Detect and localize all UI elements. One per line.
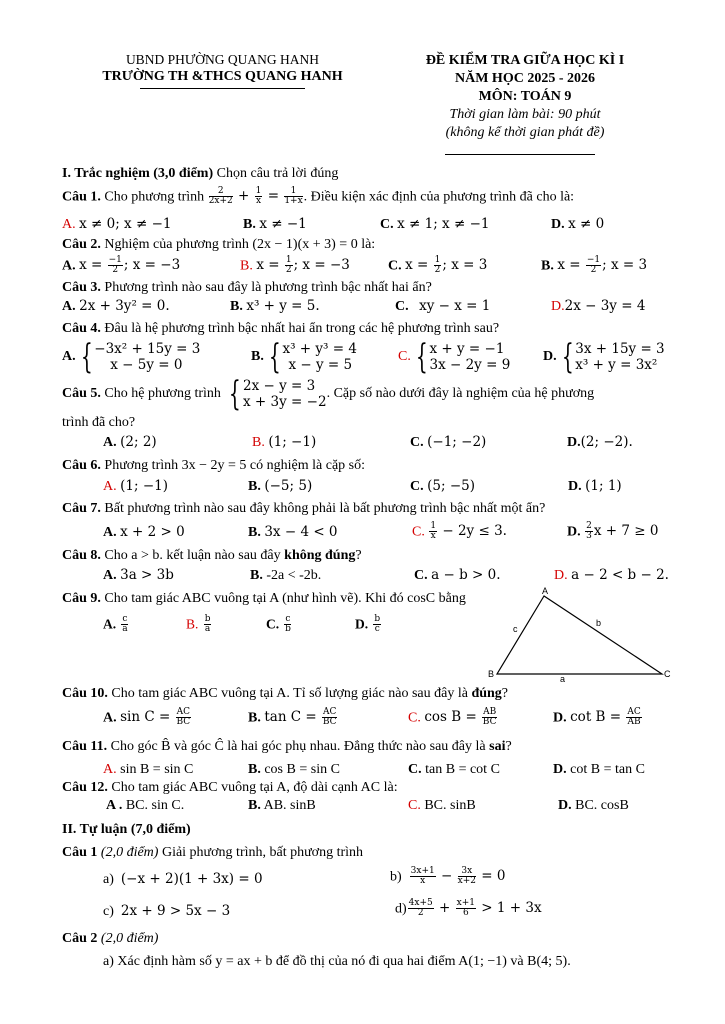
q7-option-d[interactable]: D. $\frac{2}{3}$ x + 7 ≥ 0 — [567, 521, 659, 542]
essay-1a: a) (−x + 2)(1 + 3x) = 0 — [103, 871, 263, 887]
school-year: NĂM HỌC 2025 - 2026 — [455, 71, 595, 86]
side-c-label: c — [513, 624, 518, 634]
question-11: Câu 11. Cho góc B̂ và góc Ĉ là hai góc phụ nhau. Đẳng thức nào sau đây là sai? — [62, 739, 512, 754]
q11-option-d[interactable]: D. cot B = tan C — [553, 762, 645, 777]
q4-option-c[interactable]: C. { x + y = −1 3x − 2y = 9 — [398, 337, 511, 377]
q3-option-b[interactable]: B. x³ + y = 5. — [230, 298, 320, 314]
q1-option-c[interactable]: C. x ≠ 1; x ≠ −1 — [380, 216, 490, 232]
q2-option-c[interactable]: C. x = $\frac{1}{2}$ ; x = 3 — [388, 255, 488, 276]
q11-option-b[interactable]: B. cos B = sin C — [248, 762, 340, 777]
q10-option-c[interactable]: C. cos B = $\frac{AB}{BC}$ — [408, 707, 497, 728]
q3-option-c[interactable]: C. xy − x = 1 — [395, 298, 491, 314]
question-12: Câu 12. Cho tam giác ABC vuông tại A, độ dài cạnh AC là: — [62, 780, 398, 795]
school-authority: UBND PHƯỜNG QUANG HANH — [125, 52, 320, 67]
vertex-c: C — [664, 669, 671, 679]
essay-question-2: Câu 2 (2,0 điểm) — [62, 931, 159, 946]
essay-1b: b) $\frac{3x+1}{x}$ − $\frac{3x}{x+2}$ = 0 — [390, 866, 506, 887]
q9-option-d[interactable]: D. $\frac{b}{c}$ — [355, 614, 381, 635]
q12-option-c[interactable]: C. BC. sinB — [408, 798, 476, 813]
q2-option-a[interactable]: A. x = $\frac{-1}{2}$ ; x = −3 — [62, 255, 181, 276]
q9-option-b[interactable]: B. $\frac{b}{a}$ — [186, 614, 211, 635]
q11-option-c[interactable]: C. tan B = cot C — [408, 762, 500, 777]
q5-option-b[interactable]: B. (1; −1) — [252, 434, 317, 450]
q8-option-b[interactable]: B. -2a < -2b. — [250, 568, 322, 583]
q12-option-a[interactable]: A . BC. sin C. — [106, 798, 185, 813]
q12-option-d[interactable]: D. BC. cosB — [558, 798, 629, 813]
question-5: Câu 5. Cho hệ phương trình { 2x − y = 3 x + 3y = −2 . Cặp số nào dưới đây là nghiệm của hệ phương — [62, 374, 595, 414]
q3-option-d[interactable]: D.2x − 3y = 4 — [551, 298, 646, 314]
q11-option-a[interactable]: A. sin B = sin C — [103, 762, 194, 777]
q9-option-c[interactable]: C. $\frac{c}{b}$ — [266, 614, 291, 635]
q4-option-d[interactable]: D. { 3x + 15y = 3 x³ + y = 3x² — [543, 337, 665, 377]
exam-title: ĐỀ KIỂM TRA GIỮA HỌC KÌ I — [425, 53, 625, 68]
q6-option-d[interactable]: D. (1; 1) — [568, 478, 622, 494]
q1-option-d[interactable]: D. x ≠ 0 — [551, 216, 605, 232]
q6-option-b[interactable]: B. (−5; 5) — [248, 478, 313, 494]
q2-option-b[interactable]: B. x = $\frac{1}{2}$ ; x = −3 — [240, 255, 350, 276]
essay-1d: d) $\frac{4x+5}{2}$ + $\frac{x+1}{6}$ > 1 + 3x — [395, 898, 542, 919]
q6-option-c[interactable]: C. (5; −5) — [410, 478, 475, 494]
q2-option-d[interactable]: B. x = $\frac{-1}{2}$ ; x = 3 — [541, 255, 648, 276]
q5-option-a[interactable]: A. (2; 2) — [103, 434, 157, 450]
part2-heading: II. Tự luận (7,0 điểm) — [62, 822, 191, 837]
q10-option-b[interactable]: B. tan C = $\frac{AC}{BC}$ — [248, 707, 337, 728]
essay-2a: a) Xác định hàm số y = ax + b để đồ thị của nó đi qua hai điểm A(1; −1) và B(4; 5). — [103, 954, 571, 969]
q8-option-d[interactable]: D. a − 2 < b − 2. — [554, 567, 669, 583]
q1-option-b[interactable]: B. x ≠ −1 — [243, 216, 307, 232]
triangle-shape — [497, 596, 662, 674]
header-left-rule — [140, 88, 305, 89]
question-9: Câu 9. Cho tam giác ABC vuông tại A (như hình vẽ). Khi đó cosC bằng — [62, 591, 466, 606]
q8-option-c[interactable]: C. a − b > 0. — [414, 567, 501, 583]
question-2: Câu 2. Nghiệm của phương trình (2x − 1)(x + 3) = 0 là: — [62, 237, 376, 252]
q6-option-a[interactable]: A. (1; −1) — [103, 478, 168, 494]
q12-option-b[interactable]: B. AB. sinB — [248, 798, 316, 813]
question-1: Câu 1. Cho phương trình $\frac{2}{2x+2}$ + $\frac{1}{x}$ = $\frac{1}{1+x}$ . Điều kiện xác định của phương trình đã cho là: — [62, 186, 575, 207]
q7-option-a[interactable]: A. x + 2 > 0 — [103, 524, 185, 540]
subject: MÔN: TOÁN 9 — [478, 89, 572, 104]
q10-option-d[interactable]: D. cot B = $\frac{AC}{AB}$ — [553, 707, 641, 728]
q10-option-a[interactable]: A. sin C = $\frac{AC}{BC}$ — [103, 707, 191, 728]
essay-question-1: Câu 1 (2,0 điểm) Giải phương trình, bất phương trình — [62, 845, 364, 860]
q4-option-b[interactable]: B. { x³ + y³ = 4 x − y = 5 — [251, 337, 357, 377]
q9-option-a[interactable]: A. $\frac{c}{a}$ — [103, 614, 128, 635]
question-8: Câu 8. Cho a > b. kết luận nào sau đây không đúng? — [62, 548, 362, 563]
duration-note: (không kể thời gian phát đề) — [445, 125, 605, 140]
duration: Thời gian làm bài: 90 phút — [449, 107, 601, 122]
q5-option-d[interactable]: D.(2; −2). — [567, 434, 633, 450]
right-triangle-figure — [484, 584, 684, 686]
question-3: Câu 3. Phương trình nào sau đây là phương trình bậc nhất hai ẩn? — [62, 280, 432, 295]
q5-option-c[interactable]: C. (−1; −2) — [410, 434, 487, 450]
side-b-label: b — [596, 618, 602, 628]
q3-option-a[interactable]: A. 2x + 3y² = 0. — [62, 298, 170, 314]
vertex-a: A — [542, 586, 549, 596]
essay-1c: c) 2x + 9 > 5x − 3 — [103, 903, 231, 919]
q8-option-a[interactable]: A. 3a > 3b — [103, 567, 174, 583]
q1-option-a[interactable]: A. x ≠ 0; x ≠ −1 — [62, 216, 172, 232]
part1-heading: I. Trắc nghiệm (3,0 điểm) Chọn câu trả lời đúng — [62, 166, 339, 181]
q7-option-c[interactable]: C. $\frac{1}{x}$ − 2y ≤ 3. — [412, 521, 507, 542]
school-name: TRƯỜNG TH &THCS QUANG HANH — [102, 69, 343, 84]
header-right-rule — [445, 154, 595, 155]
q4-option-a[interactable]: A. { −3x² + 15y = 3 x − 5y = 0 — [62, 337, 201, 377]
side-a-label: a — [560, 674, 566, 684]
vertex-b: B — [488, 669, 495, 679]
q7-option-b[interactable]: B. 3x − 4 < 0 — [248, 524, 338, 540]
question-4: Câu 4. Đâu là hệ phương trình bậc nhất hai ẩn trong các hệ phương trình sau? — [62, 321, 500, 336]
question-5-cont: trình đã cho? — [62, 415, 136, 430]
question-7: Câu 7. Bất phương trình nào sau đây không phải là bất phương trình bậc nhất một ẩn? — [62, 501, 546, 516]
question-10: Câu 10. Cho tam giác ABC vuông tại A. Tỉ số lượng giác nào sau đây là đúng? — [62, 686, 509, 701]
question-6: Câu 6. Phương trình 3x − 2y = 5 có nghiệm là cặp số: — [62, 458, 365, 473]
